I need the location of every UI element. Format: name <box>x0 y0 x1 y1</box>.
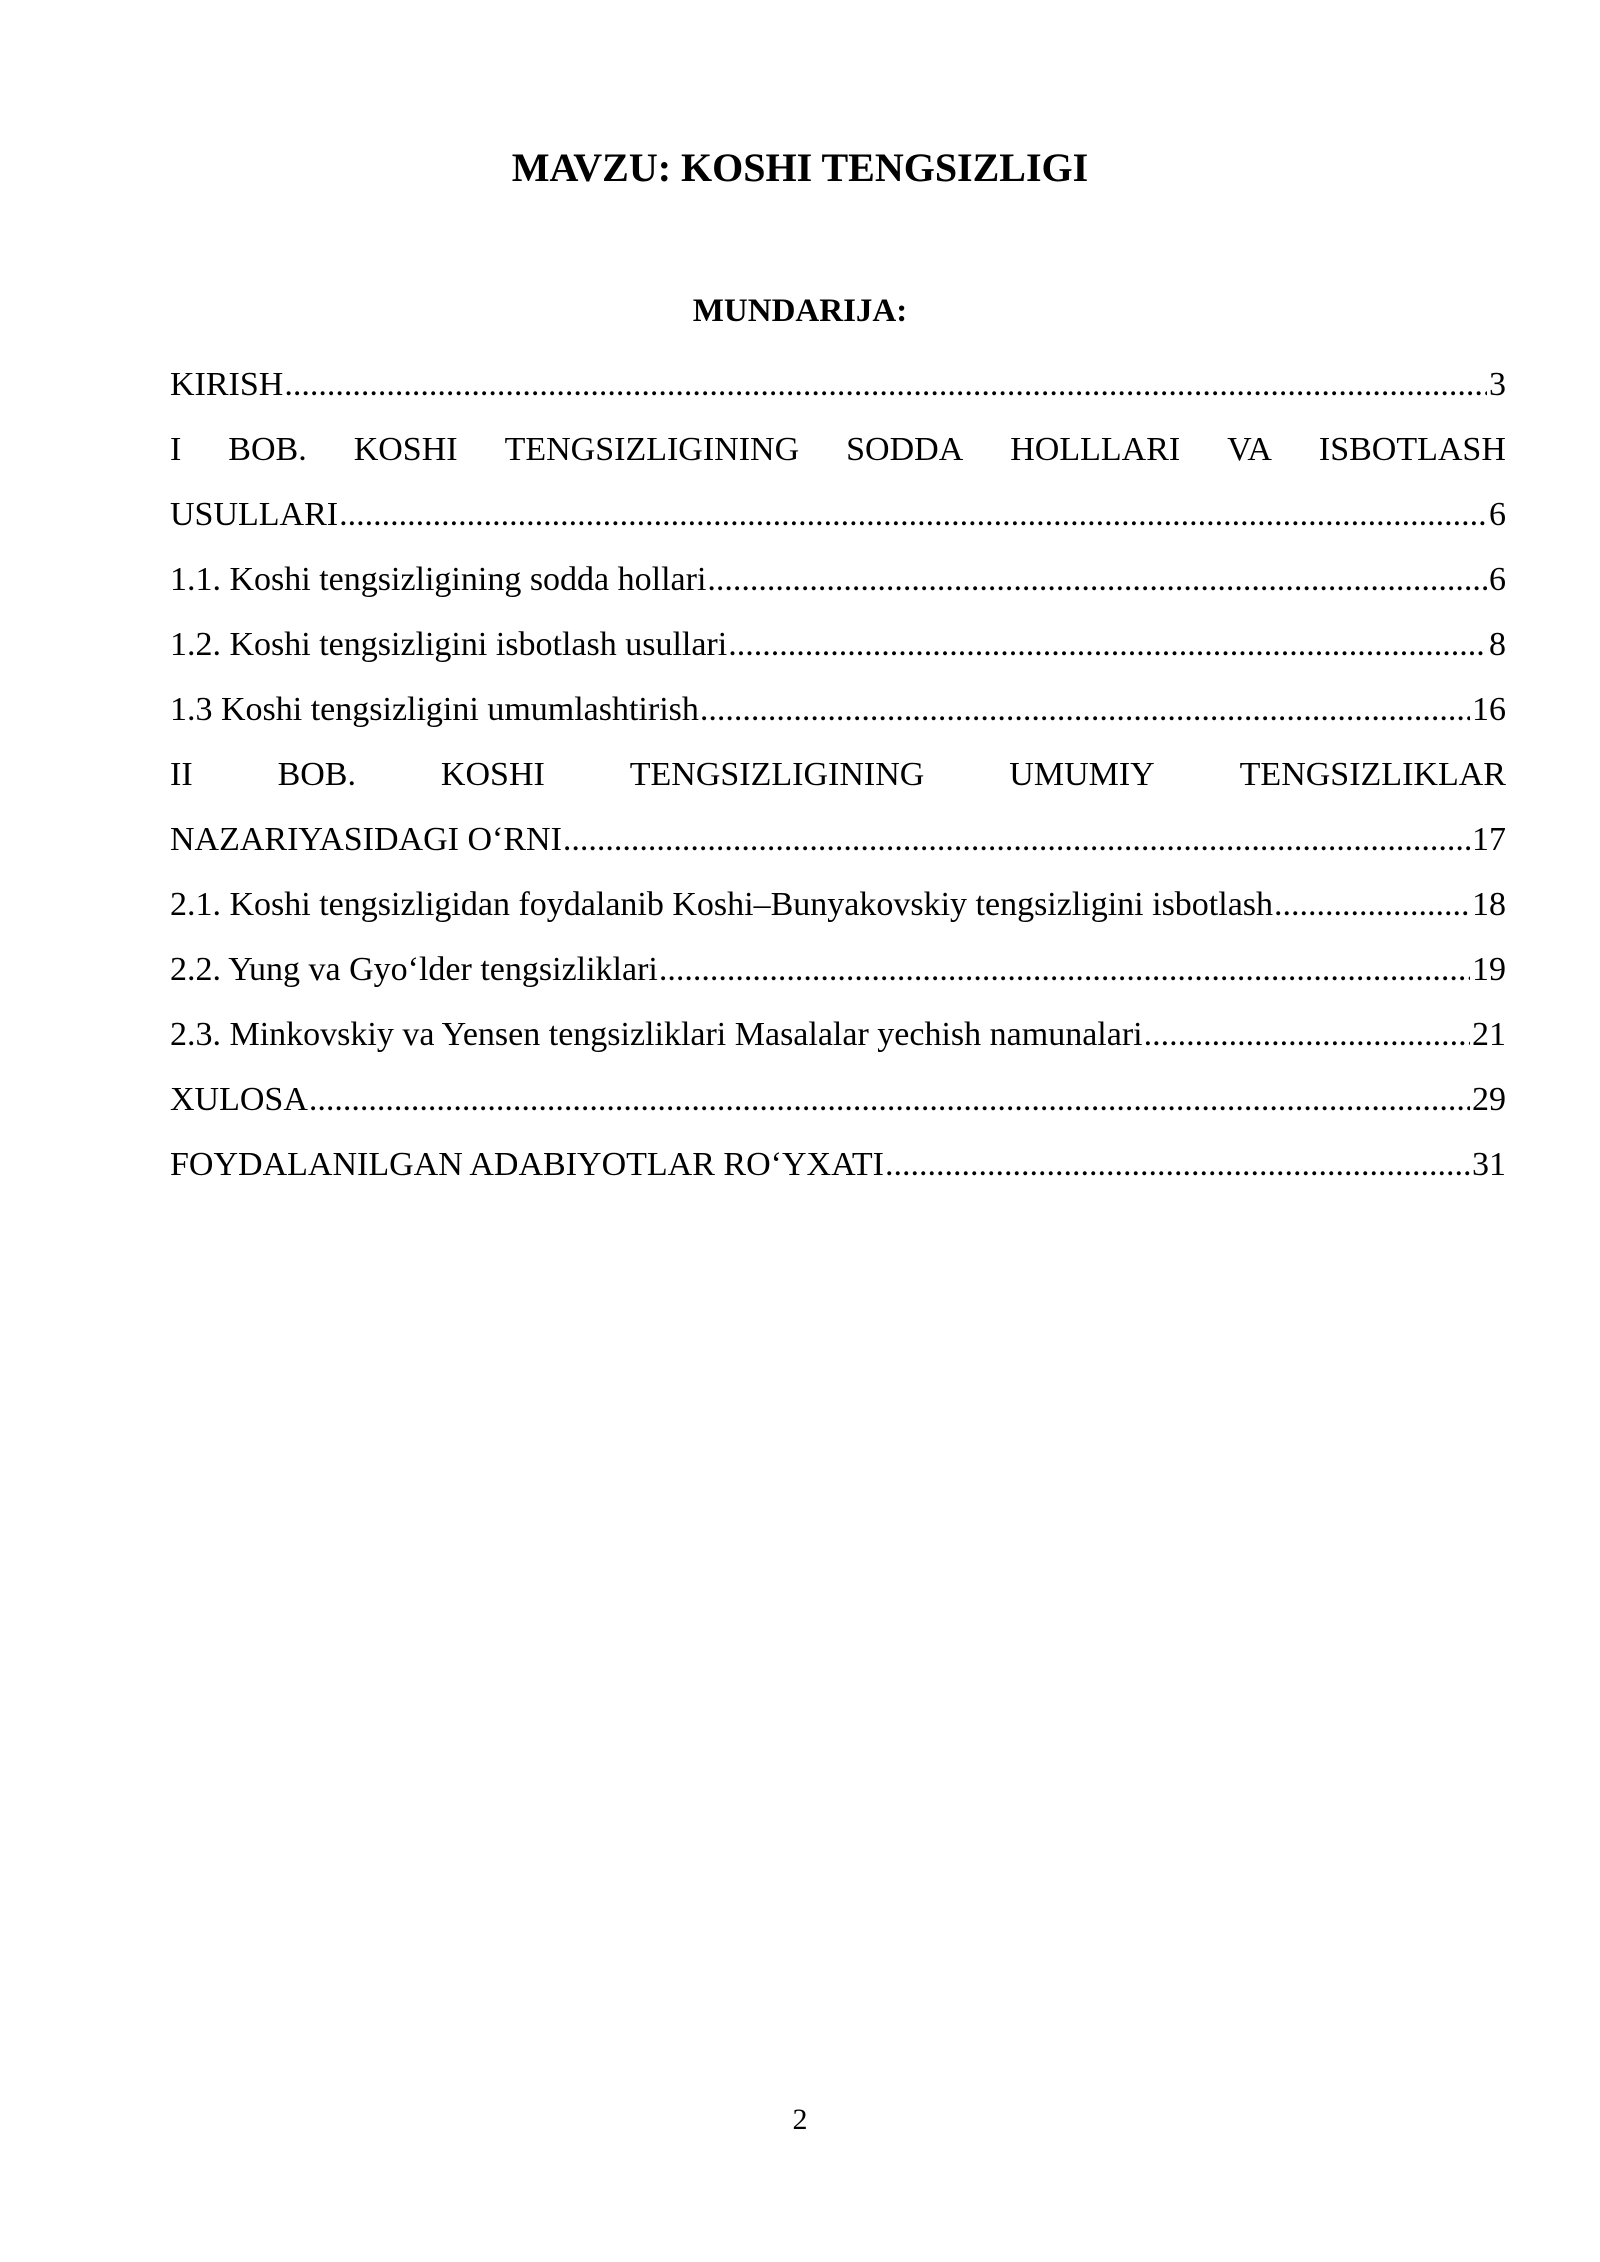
table-of-contents <box>170 352 1506 1197</box>
toc-entry-xulosa[interactable] <box>170 1067 1506 1132</box>
toc-word: II <box>170 756 193 793</box>
toc-entry-label: 2.1. Koshi tengsizligidan foydalanib Koshi–Bunyakovskiy tengsizligini isbotlash <box>170 886 1274 923</box>
toc-entry-label: KIRISH <box>170 366 284 403</box>
page-number: 2 <box>792 2103 808 2136</box>
dot-leader <box>1144 1002 1470 1067</box>
toc-entry-page: 3 <box>1489 366 1506 403</box>
toc-word: VA <box>1227 431 1272 468</box>
toc-entry-label: USULLARI <box>170 496 339 533</box>
toc-entry-label: XULOSA <box>170 1081 308 1118</box>
dot-leader <box>339 482 1487 547</box>
toc-entry-adabiyotlar[interactable] <box>170 1132 1506 1197</box>
toc-entry-page: 18 <box>1472 886 1506 923</box>
toc-entry-label: 1.2. Koshi tengsizligini isbotlash usullari <box>170 626 728 663</box>
toc-entry-chapter2[interactable] <box>170 807 1506 872</box>
toc-entry-1-3[interactable] <box>170 677 1506 742</box>
toc-entry-label: NAZARIYASIDAGI O‘RNI <box>170 821 562 858</box>
toc-entry-label: 2.3. Minkovskiy va Yensen tengsizliklari Masalalar yechish namunalari <box>170 1016 1143 1053</box>
toc-word: TENGSIZLIGINING <box>629 756 925 793</box>
toc-chapter1-heading[interactable] <box>170 417 1506 482</box>
dot-leader <box>563 807 1470 872</box>
toc-entry-page: 31 <box>1472 1146 1506 1183</box>
toc-entry-page: 6 <box>1489 561 1506 598</box>
toc-word: HOLLLARI <box>1010 431 1181 468</box>
dot-leader <box>728 612 1487 677</box>
toc-word: KOSHI <box>440 756 545 793</box>
toc-word: UMUMIY <box>1009 756 1155 793</box>
toc-entry-1-1[interactable] <box>170 547 1506 612</box>
dot-leader <box>707 547 1487 612</box>
toc-word: ISBOTLASH <box>1318 431 1506 468</box>
toc-entry-2-3[interactable] <box>170 1002 1506 1067</box>
toc-word: SODDA <box>846 431 964 468</box>
toc-entry-page: 6 <box>1489 496 1506 533</box>
toc-entry-page: 21 <box>1472 1016 1506 1053</box>
toc-word: KOSHI <box>353 431 458 468</box>
toc-entry-label: 1.3 Koshi tengsizligini umumlashtirish <box>170 691 699 728</box>
toc-chapter2-heading[interactable] <box>170 742 1506 807</box>
toc-entry-1-2[interactable] <box>170 612 1506 677</box>
dot-leader <box>1274 872 1470 937</box>
toc-entry-page: 16 <box>1472 691 1506 728</box>
toc-entry-page: 19 <box>1472 951 1506 988</box>
toc-entry-label: 1.1. Koshi tengsizligining sodda hollari <box>170 561 707 598</box>
toc-entry-2-1[interactable] <box>170 872 1506 937</box>
dot-leader <box>700 677 1470 742</box>
toc-entry-page: 8 <box>1489 626 1506 663</box>
toc-word: BOB. <box>228 431 307 468</box>
dot-leader <box>309 1067 1470 1132</box>
toc-entry-page: 17 <box>1472 821 1506 858</box>
toc-heading: MUNDARIJA: <box>692 293 908 329</box>
toc-word: BOB. <box>277 756 356 793</box>
dot-leader <box>659 937 1470 1002</box>
toc-entry-page: 29 <box>1472 1081 1506 1118</box>
toc-entry-label: 2.2. Yung va Gyo‘lder tengsizliklari <box>170 951 658 988</box>
dot-leader <box>885 1132 1470 1197</box>
toc-word: TENGSIZLIGINING <box>504 431 800 468</box>
toc-entry-2-2[interactable] <box>170 937 1506 1002</box>
toc-word: TENGSIZLIKLAR <box>1239 756 1506 793</box>
toc-word: I <box>170 431 182 468</box>
toc-entry-kirish[interactable] <box>170 352 1506 417</box>
document-title: MAVZU: KOSHI TENGSIZLIGI <box>511 145 1089 190</box>
dot-leader <box>284 352 1487 417</box>
toc-entry-chapter1[interactable] <box>170 482 1506 547</box>
toc-entry-label: FOYDALANILGAN ADABIYOTLAR RO‘YXATI <box>170 1146 884 1183</box>
